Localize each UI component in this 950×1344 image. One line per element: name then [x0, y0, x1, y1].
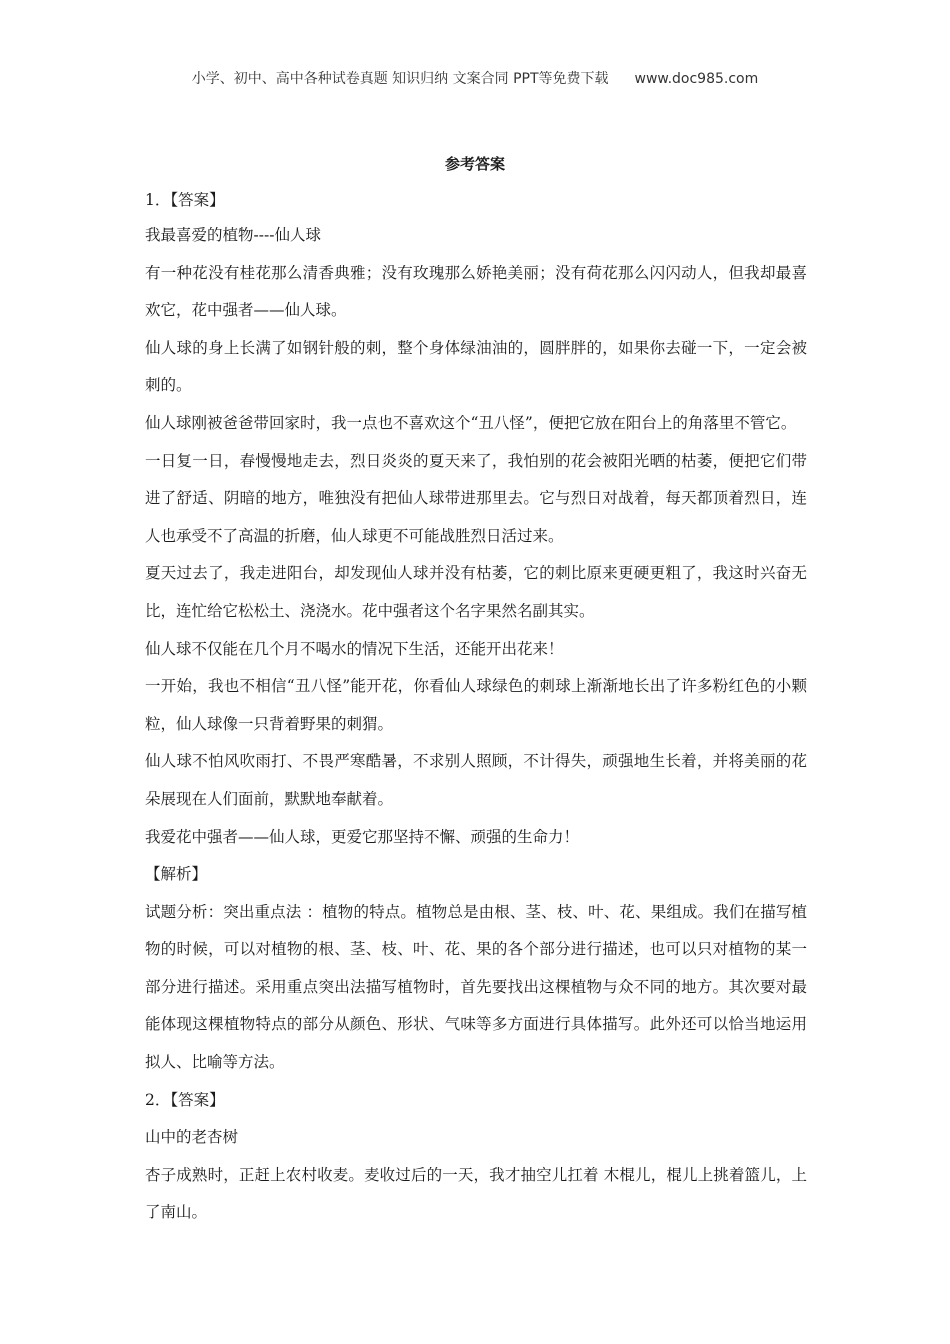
item-1-paragraph-5: 夏天过去了，我走进阳台，却发现仙人球并没有枯萎，它的刺比原来更硬更粗了，我这时兴奋无比，连忙给它松松土、浇浇水。花中强者这个名字果然名副其实。 [145, 564, 807, 620]
item-1-paragraph-1: 有一种花没有桂花那么清香典雅；没有玫瑰那么娇艳美丽；没有荷花那么闪闪动人，但我却最喜欢它，花中强者——仙人球。 [145, 263, 807, 320]
item-1-paragraph-2: 仙人球的身上长满了如钢针般的刺，整个身体绿油油的，圆胖胖的，如果你去碰一下，一定会被刺的。 [145, 338, 807, 395]
header-text: 小学、初中、高中各种试卷真题 知识归纳 文案合同 PPT等免费下载 [191, 71, 609, 87]
item-1-paragraph-3: 仙人球刚被爸爸带回家时，我一点也不喜欢这个“丑八怪”，便把它放在阳台上的角落里不管它。 [145, 413, 797, 432]
item-2-essay-title: 山中的老杏树 [145, 1128, 239, 1147]
item-1-paragraph-4: 一日复一日，春慢慢地走去，烈日炎炎的夏天来了，我怕别的花会被阳光晒的枯萎，便把它们带进了舒适、阴暗的地方，唯独没有把仙人球带进那里去。它与烈日对战着，每天都顶着烈日，连人也承受不了高温的折磨，仙人球更不可能战胜烈日活过来。 [145, 451, 807, 545]
document-body [145, 183, 807, 1232]
item-1-analysis: 试题分析：突出重点法 ：植物的特点。植物总是由根、茎、枝、叶、花、果组成。我们在描写植物的时候，可以对植物的根、茎、枝、叶、花、果的各个部分进行描述，也可以只对植物的某一部分进行描述。采用重点突出法描写植物时，首先要找出这棵植物与众不同的地方。其次要对最能体现这棵植物特点的部分从颜色、形状、气味等多方面进行具体描写。此外还可以恰当地运用拟人、比喻等方法。 [145, 902, 807, 1072]
item-1-paragraph-6: 仙人球不仅能在几个月不喝水的情况下生活，还能开出花来！ [145, 639, 564, 658]
item-1-label: 1．【答案】 [145, 191, 225, 209]
page-header [0, 68, 950, 88]
item-1-paragraph-8: 仙人球不怕风吹雨打、不畏严寒酷暑，不求别人照顾，不计得失，顽强地生长着，并将美丽的花朵展现在人们面前，默默地奉献着。 [145, 752, 807, 808]
item-1-analysis-label: 【解析】 [145, 865, 208, 884]
page-title: 参考答案 [444, 155, 505, 173]
item-1-essay-title: 我最喜爱的植物----仙人球 [145, 226, 321, 244]
item-1-paragraph-9: 我爱花中强者——仙人球，更爱它那坚持不懈、顽强的生命力！ [145, 827, 580, 846]
item-2-paragraph-1: 杏子成熟时，正赶上农村收麦。麦收过后的一天，我才抽空儿扛着 木棍儿，棍儿上挑着篮儿，上了南山。 [145, 1165, 807, 1222]
item-2-label: 2．【答案】 [145, 1090, 225, 1109]
header-site[interactable]: www.doc985.com [634, 71, 759, 87]
item-1-paragraph-7: 一开始，我也不相信“丑八怪”能开花，你看仙人球绿色的刺球上渐渐地长出了许多粉红色的小颗粒，仙人球像一只背着野果的刺猬。 [145, 677, 807, 733]
